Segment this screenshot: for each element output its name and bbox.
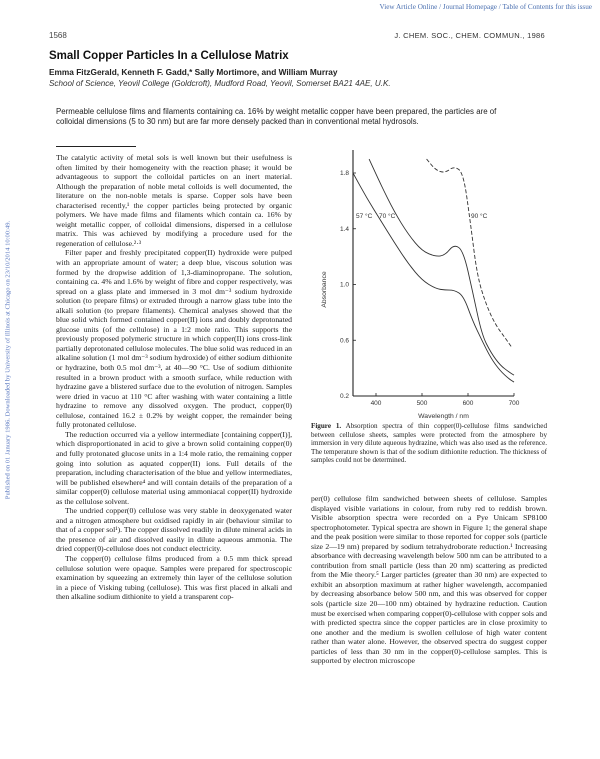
journal-homepage-link[interactable]: Journal Homepage xyxy=(442,3,497,11)
article-title: Small Copper Particles In a Cellulose Matrix xyxy=(49,50,289,62)
svg-text:600: 600 xyxy=(462,400,474,407)
body-paragraph: The copper(0) cellulose films produced from a 0.5 mm thick spread cellulose solution were opaque. Samples were prepared for spectroscopic examination by squeezing an extremely thin layer of the cellulose solution in a piece of Visking tubing (cellulose). This was first placed in alkali and then alkaline sodium dithionite to yield a transparent cop- xyxy=(56,553,292,602)
curve-90c xyxy=(427,159,512,347)
page-number: 1568 xyxy=(49,31,67,40)
svg-text:700: 700 xyxy=(508,400,520,407)
body-column-right xyxy=(311,494,547,666)
figure-caption-text: Absorption spectra of thin copper(0)-cellulose films sandwiched between cellulose sheets, samples were protected from the atmosphere by immersion in very dilute aqueous hydrazine, which was also used as the reference. The temperature shown is that of the sodium dithionite reduction. The thickness of samples could not be determined. xyxy=(311,422,547,465)
svg-text:1.8: 1.8 xyxy=(339,170,349,177)
svg-text:Absorbance: Absorbance xyxy=(321,271,328,308)
svg-text:Wavelength / nm: Wavelength / nm xyxy=(418,413,469,420)
view-article-online-link[interactable]: View Article Online xyxy=(379,3,438,11)
svg-text:0.6: 0.6 xyxy=(339,337,349,345)
journal-running-head: J. CHEM. SOC., CHEM. COMMUN., 1986 xyxy=(394,31,545,40)
header-links xyxy=(379,3,592,11)
curve-label: 90 °C xyxy=(471,213,488,220)
body-paragraph: The reduction occurred via a yellow intermediate [containing copper(I)], which disproportionated in acid to give a brown solid containing copper(0) and fully protonated glucose units in a 1:4 mole ratio, the remaining copper going into solution as aquated copper(II) ions. Full details of the preparation, including characterisation of the blue and yellow intermediates, will be published elsewhere⁴ and will contain details of the preparation of a similar copper(0) cellulose material using ammoniacal copper(II) hydroxide as the cellulose solvent. xyxy=(56,429,292,506)
body-paragraph: The undried copper(0) cellulose was very stable in deoxygenated water and a nitrogen atmosphere but oxidised rapidly in air (behaviour similar to that of a copper sol¹). The copper dissolved readily in dilute mineral acids in the presence of air and dissolved easily in dilute aqueous ammonia. The dried copper(0)-cellulose does not conduct electricity. xyxy=(56,506,292,554)
curve-70c xyxy=(369,159,514,375)
chart-axes xyxy=(321,150,520,420)
absorbance-chart xyxy=(318,150,548,420)
figure-1-chart xyxy=(318,150,548,420)
link-separator: / xyxy=(497,3,503,11)
body-paragraph: Filter paper and freshly precipitated copper(II) hydroxide were pulped with an appropriate amount of water; a deep blue, viscous solution was formed by the dropwise addition of 1,3-diaminopropane. The solution, containing ca. 4% and 1.6% by weight of fibre and copper respectively, was spread on a glass plate and immersed in 3 mol dm⁻³ sodium hydroxide solution (to prepare films) or extruded through a narrow glass tube into the alkali solution (to prepare filaments). Chemical analyses showed that the blue solid which formed contained copper(II) ions and doubly deprotonated glucose units (of the cellulose) in a 1:2 mole ratio. This supports the previously proposed polymeric structure in which copper(II) ions cross-link partially deprotonated cellulose molecules. The blue solid was reduced in an alkaline solution (1 mol dm⁻³ sodium hydroxide) of either sodium dithionite or hydrazine, both 0.5 mol dm⁻³, at 40—90 °C. Use of sodium dithionite resulted in a brown product with a smooth surface, while reduction with hydrazine gave a blistered surface due to the evolution of nitrogen. Samples were dried in vacuo at 110 °C after washing with water containing a little hydrazine to remove any dissolved oxygen. The product, copper(0) cellulose, contained 16.2 ± 0.2% by weight copper, the remainder being fully protonated cellulose. xyxy=(56,248,292,430)
table-of-contents-link[interactable]: Table of Contents for this issue xyxy=(502,3,592,11)
svg-text:1.0: 1.0 xyxy=(339,281,349,289)
figure-caption xyxy=(311,422,547,465)
svg-text:400: 400 xyxy=(370,400,382,407)
download-notice: Published on 01 January 1986. Downloaded by University of Illinois at Chicago on 23/10/2014 10:00:49. xyxy=(4,220,12,500)
abstract-divider xyxy=(56,146,136,147)
article-abstract: Permeable cellulose films and filaments containing ca. 16% by weight metallic copper have been prepared, the particles are of colloidal dimensions (5 to 30 nm) but are far more densely packed than in conventional metal hydrosols. xyxy=(56,107,497,126)
body-paragraph: The catalytic activity of metal sols is well known but their usefulness is often limited by their homogeneity with the reaction phase; it would be advantageous to support the colloidal particles on an inert material. Although the preparation of noble metal colloids is well documented, the literature on the non-noble metals is sparse. Copper sols have been characterised recently,¹ the copper particles being protected by organic polymers. We have made films and filaments which contain ca. 16% by weight metallic copper, of colloidal dimensions, dispersed in a cellulose matrix. This was achieved by modifying a procedure used for the regeneration of cellulose.²·³ xyxy=(56,153,292,248)
article-authors: Emma FitzGerald, Kenneth F. Gadd,* Sally Mortimore, and William Murray xyxy=(49,67,338,77)
chart-curves xyxy=(353,159,514,382)
body-paragraph: per(0) cellulose film sandwiched between sheets of cellulose. Samples displayed visible variations in colour, from ruby red to reddish brown. Visible absorption spectra were recorded on a Pye Unicam SP8100 spectrophotometer. Typical spectra are shown in Figure 1; the general shape and the peak position were similar to those reported for copper sols (particle size 2—19 nm) prepared by sodium tetrahydroborate reduction.¹ Increasing absorbance with decreasing wavelength below 500 nm can be attributed to a contribution from small particle (less than 20 nm) scattering as predicted from the Mie theory.⁵ Larger particles (greater than 30 nm) are expected to exhibit an absorption maximum at rather higher wavelength, accompanied by decreasing absorbance below 500 nm, and this was observed for copper sols (particle size 20—100 nm) obtained by hydrazine reduction. Caution must be exercised when comparing copper(0)-cellulose with copper sols and with predicted spectra since the copper particles are in close proximity to one another and the medium is swollen cellulose of high water content rather than water alone. However, the observed spectra do suggest copper particles of less than 30 nm in the copper(0)-cellulose samples. This is supported by electron microscope xyxy=(311,494,547,666)
svg-text:1.4: 1.4 xyxy=(339,225,349,233)
svg-text:500: 500 xyxy=(416,400,428,407)
curve-label: 57 °C xyxy=(356,213,373,220)
download-sidebar xyxy=(2,150,14,570)
body-column-left xyxy=(56,153,292,602)
article-affiliation: School of Science, Yeovil College (Goldcroft), Mudford Road, Yeovil, Somerset BA21 4AE, U.K. xyxy=(49,79,391,88)
curve-label: 70 °C xyxy=(379,213,396,220)
figure-caption-label: Figure 1. xyxy=(311,422,342,430)
svg-text:0.2: 0.2 xyxy=(339,393,349,400)
link-separator: / xyxy=(437,3,443,11)
